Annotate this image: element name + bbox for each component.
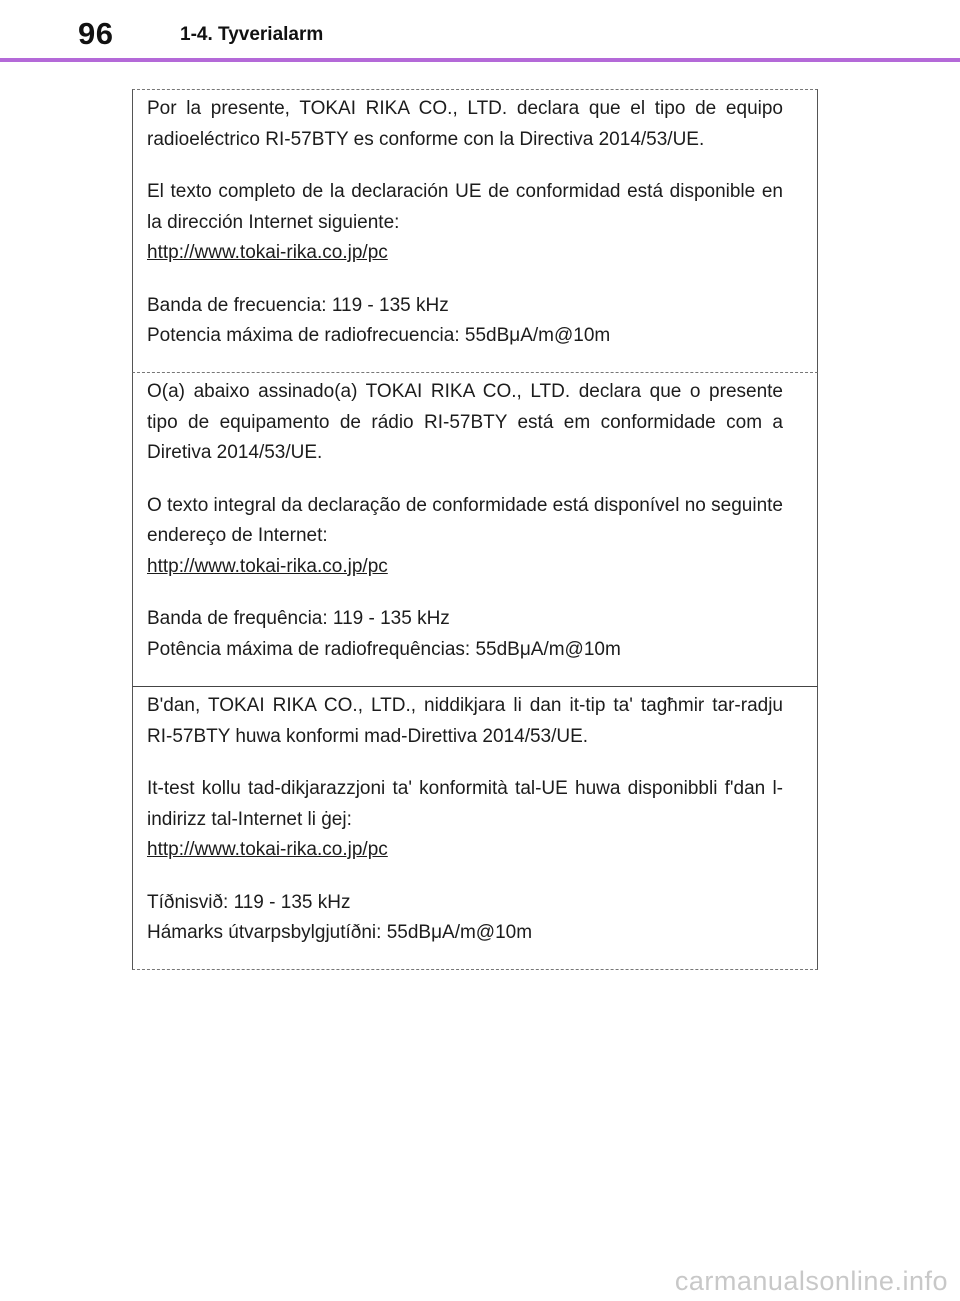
declaration-availability: El texto completo de la declaración UE de conformidad está disponible en la dirección Internet siguiente: (147, 181, 783, 233)
watermark-text: carmanualsonline.info (674, 1266, 948, 1296)
frequency-band: Banda de frecuencia: 119 - 135 kHz (147, 294, 449, 316)
page-header (0, 0, 960, 62)
declaration-statement: O(a) abaixo assinado(a) TOKAI RIKA CO., LTD. declara que o presente tipo de equipamento de rádio RI-57BTY está em conformidade com a Diretiva 2014/53/UE. (147, 381, 783, 463)
header-divider (0, 58, 960, 62)
declaration-url-link[interactable]: http://www.tokai-rika.co.jp/pc (147, 242, 388, 263)
frequency-band: Banda de frequência: 119 - 135 kHz (147, 608, 450, 629)
frequency-band: Tíðnisvið: 119 - 135 kHz (147, 891, 351, 913)
declaration-url-link[interactable]: http://www.tokai-rika.co.jp/pc (147, 839, 388, 860)
declaration-box-pt (132, 372, 818, 686)
declaration-availability: O texto integral da declaração de conformidade está disponível no seguinte endereço de Internet: (147, 494, 783, 546)
declaration-statement: Por la presente, TOKAI RIKA CO., LTD. declara que el tipo de equipo radioeléctrico RI-57BTY es conforme con la Directiva 2014/53/UE. (147, 98, 783, 150)
max-power: Hámarks útvarpsbylgjutíðni: 55dBμA/m@10m (147, 922, 533, 943)
declaration-url-link[interactable]: http://www.tokai-rika.co.jp/pc (147, 555, 388, 577)
page-number: 96 (78, 16, 114, 51)
declaration-availability: It-test kollu tad-dikjarazzjoni ta' konformità tal-UE huwa disponibbli f'dan l-indirizz tal-Internet li ġej: (147, 778, 783, 830)
declaration-statement: B'dan, TOKAI RIKA CO., LTD., niddikjara li dan it-tip ta' tagħmir tar-radju RI-57BTY huwa konformi mad-Direttiva 2014/53/UE. (147, 695, 783, 747)
declaration-box-mt (132, 686, 818, 970)
section-title: 1-4. Tyverialarm (180, 24, 324, 45)
max-power: Potência máxima de radiofrequências: 55dBμA/m@10m (147, 638, 621, 660)
max-power: Potencia máxima de radiofrecuencia: 55dBμA/m@10m (147, 325, 611, 346)
declaration-box-es (132, 89, 818, 372)
